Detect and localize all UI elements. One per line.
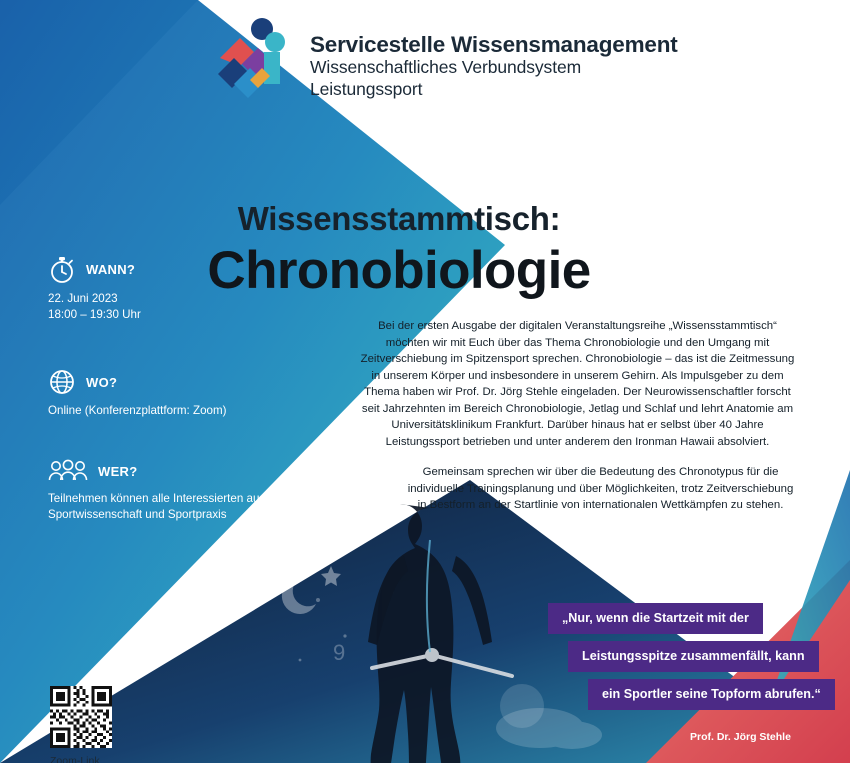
info-when-time: 18:00 – 19:30 Uhr — [48, 308, 141, 322]
info-who-header — [48, 458, 265, 484]
zoom-link-qr[interactable] — [50, 686, 112, 763]
info-where-platform: Online (Konferenzplattform: Zoom) — [48, 404, 227, 417]
globe-icon — [48, 368, 76, 396]
info-block-when — [48, 254, 141, 324]
info-when-date: 22. Juni 2023 — [48, 292, 118, 305]
info-when-label: WANN? — [86, 261, 136, 277]
description-paragraph-2: Gemeinsam sprechen wir über die Bedeutung des Chronotypus für die individuelle Trainingsplanung und über Möglichkeiten, trotz Zeitverschiebung in Bestform an der Startlinie von internationalen Wettkämpfen zu stehen. — [407, 466, 794, 512]
svg-text:9: 9 — [333, 640, 346, 665]
event-main-title: Chronobiologie — [207, 241, 591, 300]
info-when-body — [48, 291, 141, 324]
info-who-line-1: Teilnehmen können alle Interessierten aus — [48, 492, 266, 505]
quote-speaker: Prof. Dr. Jörg Stehle — [690, 731, 791, 743]
info-block-who — [48, 458, 265, 524]
logo-block — [214, 18, 678, 106]
quote-line-3: ein Sportler seine Topform abrufen.“ — [588, 679, 835, 710]
info-where-header — [48, 368, 227, 396]
org-subtitle-line-1: Wissenschaftliches Verbundsystem — [310, 57, 582, 78]
quote-line-2: Leistungsspitze zusammenfällt, kann — [568, 641, 819, 672]
event-series-title: Wissensstammtisch: — [237, 200, 561, 237]
org-subtitle-line-2: Leistungssport — [310, 78, 423, 99]
info-block-where — [48, 368, 227, 419]
people-icon — [48, 458, 88, 484]
org-title: Servicestelle Wissensmanagement — [310, 32, 678, 57]
info-when-header — [48, 254, 141, 284]
info-where-body — [48, 403, 227, 419]
description-paragraph-1: Bei der ersten Ausgabe der digitalen Veranstaltungsreihe „Wissensstammtisch“ möchten wir mit Euch über das Thema Chronobiologie und den Umgang mit Zeitverschiebung im Spitzensport sprechen. Chronobiologie – das ist die Zeitmessung in unserem Körper und insbesondere in unserem Gehirn. Als Impulsgeber zu dem Thema haben wir Prof. Dr. Jörg Stehle eingeladen. Der Neurowissenschaftler forscht seit Jahrzehnten im Bereich Chronobiologie, Jetlag und Schlaf und lehrt Anatomie am Universitätsklinikum Frankfurt. Darüber hinaus hat er selbst über 40 Jahre Leistungssport betrieben und unter anderem den Ironman Hawaii absolviert. — [360, 320, 795, 448]
info-who-body — [48, 491, 265, 524]
logo-text — [310, 18, 678, 100]
info-who-label: WER? — [98, 463, 138, 479]
info-where-label: WO? — [86, 374, 118, 390]
zoom-link-label: Zoom-Link — [50, 755, 100, 763]
info-who-line-2: Sportwissenschaft und Sportpraxis — [48, 508, 227, 522]
event-description — [360, 318, 795, 514]
qr-code-icon[interactable] — [50, 686, 112, 748]
quote-line-1: „Nur, wenn die Startzeit mit der — [548, 603, 763, 634]
stopwatch-icon — [48, 254, 76, 284]
servicestelle-logo-mark-icon — [214, 18, 296, 106]
